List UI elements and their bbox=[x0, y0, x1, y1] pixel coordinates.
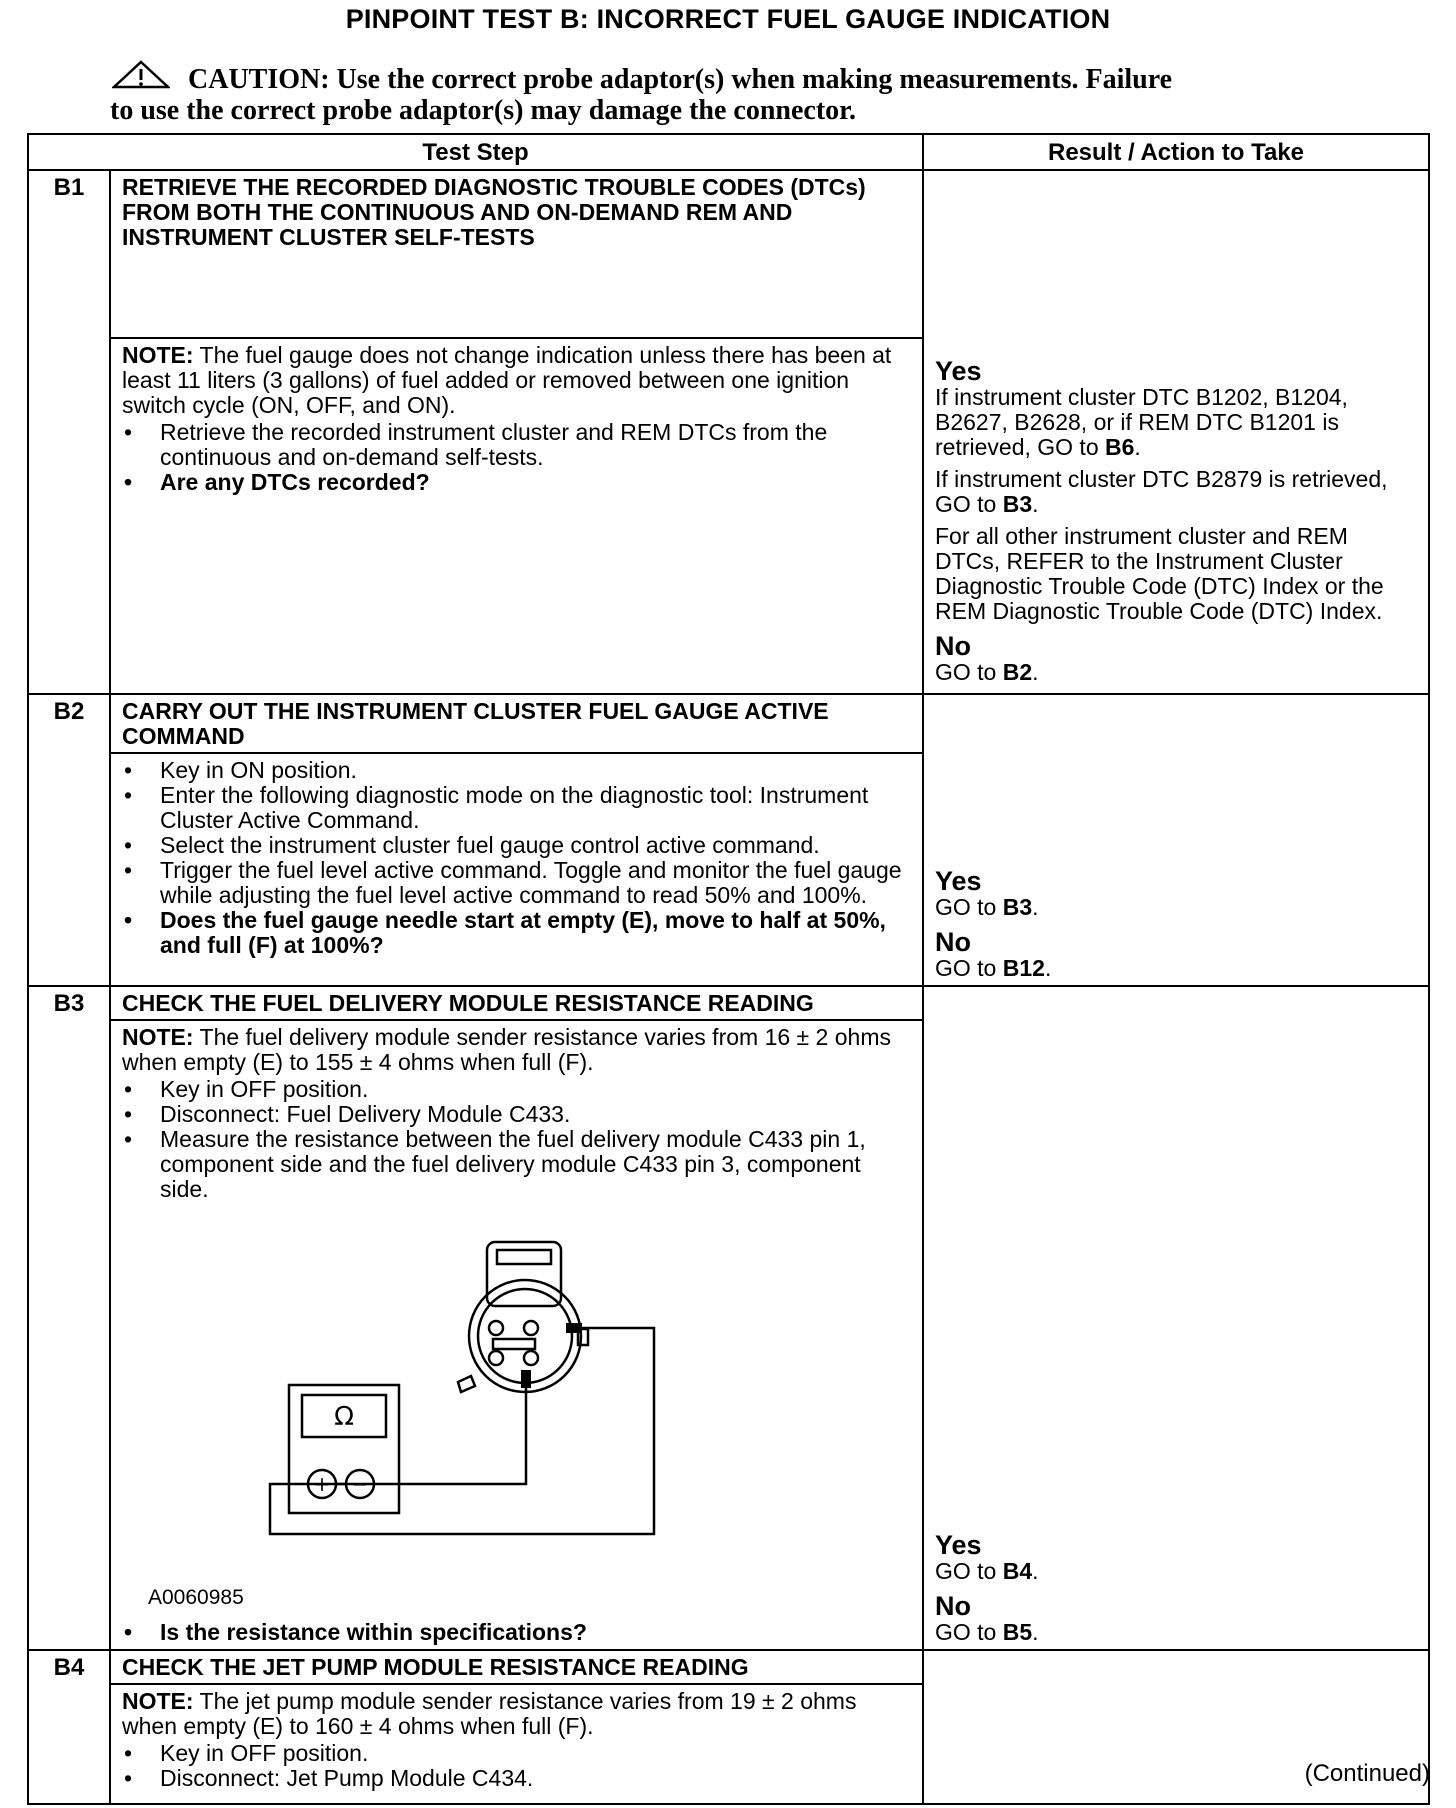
warning-triangle-icon bbox=[112, 60, 170, 90]
result-no-label: No bbox=[935, 927, 971, 957]
step-note: NOTE: The jet pump module sender resistance varies from 19 ± 2 ohms when empty (E) to 160 ± 4 ohms when full (F). bbox=[122, 1688, 857, 1739]
step-heading-b1: RETRIEVE THE RECORDED DIAGNOSTIC TROUBLE CODES (DTCs) FROM BOTH THE CONTINUOUS AND ON-DEMAND REM AND INSTRUMENT CLUSTER SELF-TESTS bbox=[110, 170, 923, 338]
result-yes-label: Yes bbox=[935, 1530, 982, 1560]
step-heading-b2: CARRY OUT THE INSTRUMENT CLUSTER FUEL GAUGE ACTIVE COMMAND bbox=[110, 694, 923, 753]
step-body-b3 bbox=[110, 1020, 923, 1650]
result-text: If instrument cluster DTC B1202, B1204, B2627, B2628, or if REM DTC B1201 is retrieved, GO to B6. bbox=[935, 384, 1348, 460]
step-question: • Is the resistance within specifications? bbox=[122, 1620, 912, 1645]
meter-connector-diagram bbox=[122, 1202, 912, 1622]
step-bullet: • Retrieve the recorded instrument cluster and REM DTCs from the continuous and on-demand self-tests. bbox=[122, 420, 912, 470]
result-text: GO to B5. bbox=[935, 1619, 1039, 1645]
result-text: If instrument cluster DTC B2879 is retrieved, GO to B3. bbox=[935, 466, 1388, 517]
caution-line-2: to use the correct probe adaptor(s) may damage the connector. bbox=[110, 95, 857, 126]
meter-plus: + bbox=[313, 1472, 331, 1496]
step-question: • Are any DTCs recorded? bbox=[122, 470, 912, 495]
step-result-b2 bbox=[923, 694, 1429, 986]
step-bullet: • Trigger the fuel level active command. Toggle and monitor the fuel gauge while adjusting the fuel level active command to read 50% and 100%. bbox=[122, 858, 912, 908]
result-text: GO to B4. bbox=[935, 1558, 1039, 1584]
result-no-label: No bbox=[935, 1591, 971, 1621]
result-yes-label: Yes bbox=[935, 866, 982, 896]
pinpoint-test-table bbox=[27, 133, 1430, 1805]
resistance-measurement-diagram bbox=[122, 1202, 912, 1622]
result-text: GO to B12. bbox=[935, 955, 1052, 981]
step-bullet: • Select the instrument cluster fuel gauge control active command. bbox=[122, 833, 912, 858]
step-id-b1: B1 bbox=[28, 170, 110, 694]
caution-line-1: CAUTION: Use the correct probe adaptor(s) when making measurements. Failure bbox=[188, 64, 1173, 95]
step-body-b4 bbox=[110, 1684, 923, 1804]
step-question: • Does the fuel gauge needle start at empty (E), move to half at 50%, and full (F) at 100%? bbox=[122, 908, 912, 958]
column-header-test-step: Test Step bbox=[28, 134, 923, 170]
step-id-b4: B4 bbox=[28, 1650, 110, 1804]
step-id-b2: B2 bbox=[28, 694, 110, 986]
meter-symbol: Ω bbox=[334, 1402, 354, 1432]
step-note: NOTE: The fuel gauge does not change indication unless there has been at least 11 liters (3 gallons) of fuel added or removed between one ignition switch cycle (ON, OFF, and ON). bbox=[122, 342, 892, 418]
meter-minus: − bbox=[351, 1472, 369, 1496]
step-heading-b3: CHECK THE FUEL DELIVERY MODULE RESISTANCE READING bbox=[110, 986, 923, 1020]
result-text: GO to B2. bbox=[935, 659, 1039, 685]
figure-id: A0060985 bbox=[148, 1586, 244, 1609]
step-result-b3 bbox=[923, 986, 1429, 1650]
result-text: GO to B3. bbox=[935, 894, 1039, 920]
step-heading-b4: CHECK THE JET PUMP MODULE RESISTANCE READING bbox=[110, 1650, 923, 1684]
page-title: PINPOINT TEST B: INCORRECT FUEL GAUGE INDICATION bbox=[345, 4, 1111, 34]
step-body-b2 bbox=[110, 753, 923, 986]
continued-label: (Continued) bbox=[1304, 1760, 1430, 1787]
step-bullet: • Key in OFF position. bbox=[122, 1741, 912, 1766]
step-bullet: • Key in ON position. bbox=[122, 758, 912, 783]
step-bullet: • Measure the resistance between the fuel delivery module C433 pin 1, component side and the fuel delivery module C433 pin 3, component side. bbox=[122, 1127, 912, 1202]
step-result-b1 bbox=[923, 170, 1429, 694]
step-bullet: • Enter the following diagnostic mode on the diagnostic tool: Instrument Cluster Active Command. bbox=[122, 783, 912, 833]
result-no-label: No bbox=[935, 631, 971, 661]
step-bullet: • Disconnect: Fuel Delivery Module C433. bbox=[122, 1102, 912, 1127]
result-yes-label: Yes bbox=[935, 356, 982, 386]
result-text: For all other instrument cluster and REM DTCs, REFER to the Instrument Cluster Diagnostic Trouble Code (DTC) Index or the REM Diagnostic Trouble Code (DTC) Index. bbox=[935, 523, 1384, 624]
step-body-b1 bbox=[110, 338, 923, 694]
step-bullet: • Disconnect: Jet Pump Module C434. bbox=[122, 1766, 912, 1791]
step-bullet: • Key in OFF position. bbox=[122, 1077, 912, 1102]
column-header-result: Result / Action to Take bbox=[923, 134, 1429, 170]
step-note: NOTE: The fuel delivery module sender resistance varies from 16 ± 2 ohms when empty (E) to 155 ± 4 ohms when full (F). bbox=[122, 1024, 891, 1075]
step-id-b3: B3 bbox=[28, 986, 110, 1650]
